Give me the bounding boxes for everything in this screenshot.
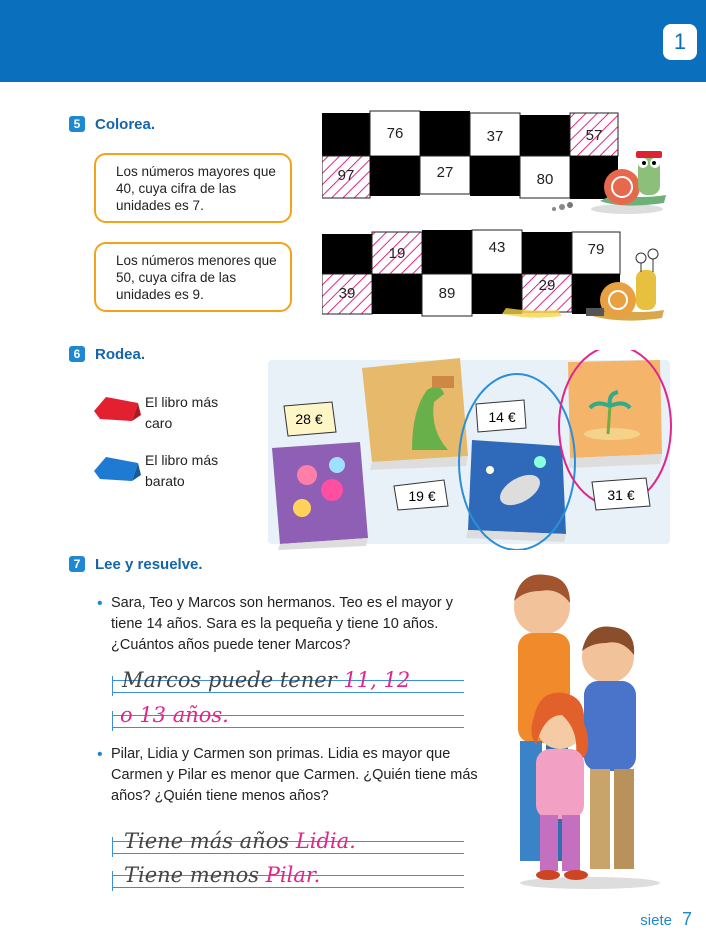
exercise-7-title: Lee y resuelve. xyxy=(95,556,203,573)
answer-1-prefix: Marcos puede tener xyxy=(122,668,337,692)
header-bar xyxy=(0,0,706,82)
answer-2-line-1 xyxy=(124,829,356,853)
exercise-6-title: Rodea. xyxy=(95,346,146,363)
page-word: siete xyxy=(640,912,672,929)
answer-1-value: 11, 12 xyxy=(343,668,411,692)
strip2-number: 29 xyxy=(538,277,556,294)
children-illustration xyxy=(500,565,670,890)
problem-1-text: • Sara, Teo y Marcos son hermanos. Teo es el mayor y tiene 14 años. Sara es la pequeña y tiene 10 años. ¿Cuántos años puede tener Marcos? xyxy=(111,593,487,656)
svg-text:31 €: 31 € xyxy=(607,487,635,503)
number-strip-2 xyxy=(322,228,702,328)
page-footer xyxy=(640,909,692,930)
red-crayon-label: El libro más caro xyxy=(145,394,219,431)
exercise-5-title: Colorea. xyxy=(95,116,156,133)
books-scene xyxy=(262,350,677,550)
price-tag-28 xyxy=(284,402,336,436)
strip2-number: 79 xyxy=(587,241,605,258)
price-tag-31 xyxy=(592,478,650,510)
answer-2-prefix: Tiene más años xyxy=(124,829,290,853)
exercise-5-number: 5 xyxy=(69,116,85,132)
number-strip-1 xyxy=(322,105,702,215)
rule-text-2: Los números menores que 50, cuya cifra de las unidades es 9. xyxy=(116,253,277,302)
blue-crayon-icon xyxy=(92,451,142,485)
red-crayon-icon xyxy=(92,391,142,425)
answer-1-value-2: o 13 años. xyxy=(120,703,229,727)
strip1-number: 37 xyxy=(486,128,504,145)
svg-text:19 €: 19 € xyxy=(408,488,436,504)
strip1-number: 97 xyxy=(337,167,355,184)
strip2-number: 39 xyxy=(338,285,356,302)
book-dinosaur[interactable] xyxy=(362,358,468,470)
answer-2-prefix-2: Tiene menos xyxy=(124,863,260,887)
book-island[interactable] xyxy=(568,360,662,468)
strip1-number: 57 xyxy=(585,127,603,144)
answer-1-line-1 xyxy=(122,668,410,692)
strip1-number: 80 xyxy=(536,171,554,188)
svg-text:14 €: 14 € xyxy=(488,409,516,425)
price-tag-14 xyxy=(476,400,526,432)
problem-2-text: • Pilar, Lidia y Carmen son primas. Lidia es mayor que Carmen y Pilar es menor que Carmen. ¿Quién tiene más años? ¿Quién tiene menos años? xyxy=(111,744,487,807)
answer-1-line-2 xyxy=(120,703,229,727)
strip1-number: 76 xyxy=(386,125,404,142)
exercise-6-number: 6 xyxy=(69,346,85,362)
exercise-7-number: 7 xyxy=(69,556,85,572)
unit-number-badge: 1 xyxy=(663,24,697,60)
book-rocket[interactable] xyxy=(466,440,566,542)
strip1-number: 27 xyxy=(436,164,454,181)
rule-box-2 xyxy=(94,242,292,312)
svg-text:28 €: 28 € xyxy=(295,411,323,427)
strip2-number: 43 xyxy=(488,239,506,256)
blue-crayon-label: El libro más barato xyxy=(145,452,219,489)
strip2-number: 19 xyxy=(388,245,406,262)
page-number: 7 xyxy=(681,909,692,929)
answer-2-value-2: Pilar. xyxy=(265,863,321,887)
answer-2-line-2 xyxy=(124,863,320,887)
book-flowers[interactable] xyxy=(272,442,368,550)
rule-text-1: Los números mayores que 40, cuya cifra de las unidades es 7. xyxy=(116,164,276,213)
rule-box-1 xyxy=(94,153,292,223)
strip2-number: 89 xyxy=(438,285,456,302)
answer-2-value: Lidia. xyxy=(295,829,356,853)
